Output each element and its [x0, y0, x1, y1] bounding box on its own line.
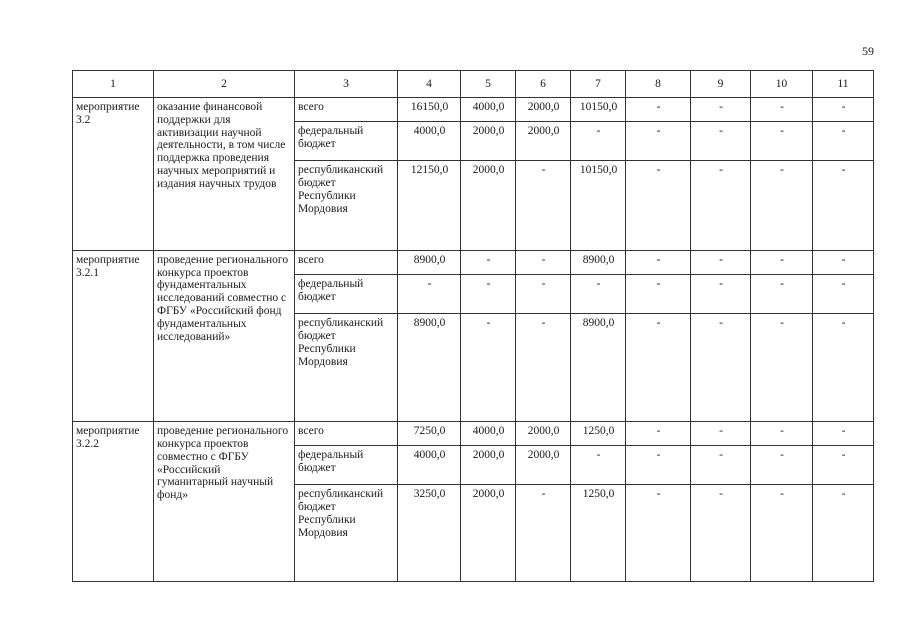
table-row	[73, 98, 874, 122]
value-cell: -	[571, 122, 626, 161]
value-cell: 4000,0	[461, 98, 516, 122]
measure-id: мероприятие 3.2.1	[73, 250, 154, 421]
column-header: 8	[626, 71, 691, 98]
value-cell: -	[751, 122, 813, 161]
funding-source: республиканский бюджет Республики Мордовия	[295, 161, 398, 251]
value-cell: 4000,0	[398, 446, 461, 485]
value-cell: 3250,0	[398, 485, 461, 582]
measure-description: оказание финансовой поддержки для активизации научной деятельности, в том числе поддержка проведения научных мероприятий и издания научных трудов	[154, 98, 295, 251]
funding-source: федеральный бюджет	[295, 446, 398, 485]
column-header: 4	[398, 71, 461, 98]
value-cell: -	[691, 422, 751, 446]
value-cell: -	[571, 275, 626, 314]
value-cell: -	[461, 314, 516, 422]
value-cell: 1250,0	[571, 422, 626, 446]
value-cell: -	[461, 250, 516, 274]
value-cell: 1250,0	[571, 485, 626, 582]
value-cell: 4000,0	[461, 422, 516, 446]
value-cell: -	[751, 485, 813, 582]
value-cell: -	[691, 250, 751, 274]
value-cell: -	[626, 485, 691, 582]
value-cell: -	[626, 122, 691, 161]
value-cell: -	[516, 485, 571, 582]
value-cell: -	[691, 314, 751, 422]
value-cell: -	[751, 161, 813, 251]
value-cell: -	[398, 275, 461, 314]
value-cell: -	[691, 275, 751, 314]
measure-description: проведение регионального конкурса проектов фундаментальных исследований совместно с ФГБУ «Российский фонд фундаментальных исследований»	[154, 250, 295, 421]
value-cell: -	[516, 161, 571, 251]
value-cell: -	[571, 446, 626, 485]
value-cell: -	[626, 422, 691, 446]
value-cell: 2000,0	[461, 122, 516, 161]
value-cell: -	[751, 314, 813, 422]
value-cell: 10150,0	[571, 98, 626, 122]
value-cell: -	[626, 446, 691, 485]
value-cell: -	[813, 422, 874, 446]
value-cell: -	[691, 122, 751, 161]
value-cell: 2000,0	[461, 161, 516, 251]
page-number: 59	[862, 44, 874, 58]
value-cell: -	[691, 485, 751, 582]
value-cell: -	[751, 446, 813, 485]
value-cell: -	[626, 275, 691, 314]
value-cell: -	[813, 275, 874, 314]
value-cell: 2000,0	[516, 446, 571, 485]
column-header: 11	[813, 71, 874, 98]
value-cell: -	[813, 122, 874, 161]
budget-table	[72, 70, 874, 582]
value-cell: -	[691, 161, 751, 251]
funding-source: федеральный бюджет	[295, 122, 398, 161]
value-cell: 7250,0	[398, 422, 461, 446]
column-header: 10	[751, 71, 813, 98]
column-header: 1	[73, 71, 154, 98]
value-cell: -	[813, 161, 874, 251]
table-row	[73, 250, 874, 274]
value-cell: -	[516, 275, 571, 314]
value-cell: 10150,0	[571, 161, 626, 251]
funding-source: всего	[295, 422, 398, 446]
value-cell: 2000,0	[516, 122, 571, 161]
value-cell: -	[626, 250, 691, 274]
measure-id: мероприятие 3.2.2	[73, 422, 154, 582]
value-cell: 2000,0	[516, 98, 571, 122]
column-header: 9	[691, 71, 751, 98]
value-cell: 2000,0	[461, 485, 516, 582]
value-cell: -	[626, 98, 691, 122]
value-cell: 8900,0	[571, 250, 626, 274]
value-cell: -	[813, 314, 874, 422]
value-cell: -	[516, 314, 571, 422]
value-cell: -	[751, 98, 813, 122]
column-header: 2	[154, 71, 295, 98]
value-cell: -	[813, 446, 874, 485]
value-cell: -	[691, 98, 751, 122]
value-cell: 12150,0	[398, 161, 461, 251]
funding-source: республиканский бюджет Республики Мордовия	[295, 314, 398, 422]
value-cell: -	[813, 98, 874, 122]
value-cell: 2000,0	[461, 446, 516, 485]
value-cell: -	[813, 250, 874, 274]
value-cell: -	[751, 275, 813, 314]
measure-id: мероприятие 3.2	[73, 98, 154, 251]
value-cell: -	[751, 422, 813, 446]
value-cell: -	[516, 250, 571, 274]
value-cell: -	[626, 161, 691, 251]
value-cell: -	[691, 446, 751, 485]
value-cell: 8900,0	[398, 250, 461, 274]
value-cell: 8900,0	[571, 314, 626, 422]
value-cell: 16150,0	[398, 98, 461, 122]
value-cell: 4000,0	[398, 122, 461, 161]
value-cell: 2000,0	[516, 422, 571, 446]
value-cell: -	[461, 275, 516, 314]
column-header: 6	[516, 71, 571, 98]
funding-source: республиканский бюджет Республики Мордовия	[295, 485, 398, 582]
value-cell: -	[751, 250, 813, 274]
column-header: 5	[461, 71, 516, 98]
funding-source: всего	[295, 98, 398, 122]
funding-source: всего	[295, 250, 398, 274]
value-cell: -	[626, 314, 691, 422]
column-header: 3	[295, 71, 398, 98]
header-row	[73, 71, 874, 98]
value-cell: 8900,0	[398, 314, 461, 422]
table-row	[73, 422, 874, 446]
funding-source: федеральный бюджет	[295, 275, 398, 314]
value-cell: -	[813, 485, 874, 582]
column-header: 7	[571, 71, 626, 98]
measure-description: проведение регионального конкурса проектов совместно с ФГБУ «Российский гуманитарный научный фонд»	[154, 422, 295, 582]
